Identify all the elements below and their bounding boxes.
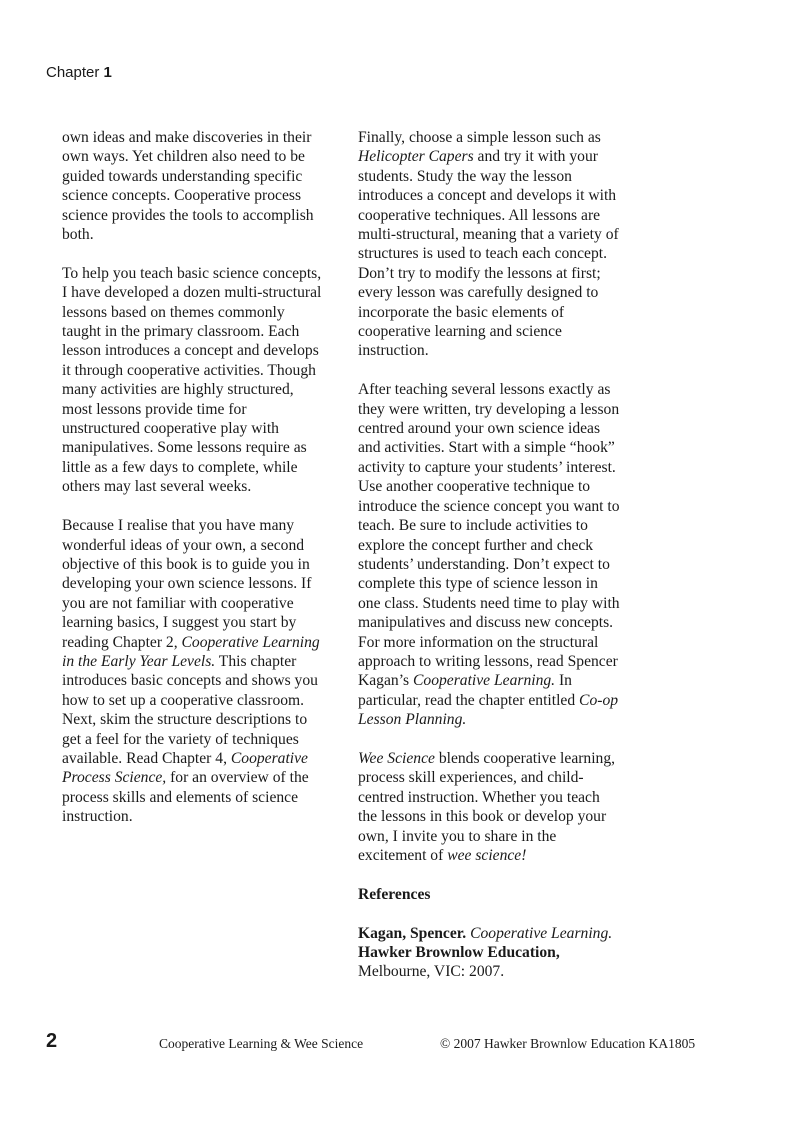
right-p2-text-a: After teaching several lessons exactly as they were written, try developing a lesson centred around your own science ideas and activities. Start with a simple “hook” activity to capture your students’ interest. Use another cooperative technique to introduce the science concept you want to teach. Be sure to include activities to explore the concept further and check students’ understanding. Don’t expect to complete this type of science lesson in one class. Students need time to play with manipulatives and discuss new concepts. For more information on the structural approach to writing lessons, read Spencer Kagan’s [358,381,620,690]
references-heading: References [358,885,431,903]
chapter-label: Chapter [46,64,100,81]
right-p2-italic-a: Cooperative Learning. [413,672,556,690]
right-paragraph-1 [358,128,620,361]
right-p3-italic-a: Wee Science [358,749,435,767]
right-p2-text-b: In particular, read the chapter entitled [358,672,580,709]
running-head [46,64,112,81]
chapter-number: 1 [103,64,112,81]
reference-author: Kagan, Spencer. [358,924,467,942]
right-column [358,128,620,982]
reference-title: Cooperative Learning. [470,924,613,942]
left-paragraph-2: To help you teach basic science concepts, I have developed a dozen multi-structural lessons based on themes commonly taught in the primary classroom. Each lesson introduces a concept and develops it through cooperative activities. Though many activities are highly structured, most lessons provide time for unstructured cooperative play with manipulatives. Some lessons require as little as a few days to complete, while others may last several weeks. [62,264,322,496]
left-column [62,128,324,846]
left-paragraph-1: own ideas and make discoveries in their own ways. Yet children also need to be guided towards understanding specific science concepts. Cooperative process science provides the tools to accomplish both. [62,129,314,244]
left-paragraph-3 [62,516,324,827]
left-p3-italic-a: Cooperative Learning in the Early Year Levels. [62,633,320,670]
reference-entry [358,924,620,982]
left-p3-italic-b: Cooperative Process Science, [62,749,308,787]
right-paragraph-3 [358,749,620,865]
left-p3-text-c: for an overview of the process skills and elements of science instruction. [62,769,309,826]
right-p1-text-a: Finally, choose a simple lesson such as [358,129,601,146]
page-number: 2 [46,1030,58,1052]
left-p3-text-a: Because I realise that you have many wonderful ideas of your own, a second objective of this book is to guide you in developing your own science lessons. If you are not familiar with cooperative learning basics, I suggest you start by reading Chapter 2, [62,517,312,651]
right-p3-italic-b: wee science! [447,847,527,864]
left-p3-text-b: This chapter introduces basic concepts and shows you how to set up a cooperative classroom. Next, skim the structure descriptions to get a feel for the variety of techniques available. Read Chapter 4, [62,652,318,767]
page-footer [0,1030,800,1060]
right-p1-text-b: and try it with your students. Study the way the lesson introduces a concept and develops it with cooperative techniques. All lessons are multi-structural, meaning that a variety of structures is used to teach each concept. Don’t try to modify the lessons at first; every lesson was carefully designed to incorporate the basic elements of cooperative learning and science instruction. [358,148,619,360]
right-p2-italic-b: Co-op Lesson Planning. [358,691,619,729]
right-paragraph-2 [358,380,620,729]
book-title: Cooperative Learning & Wee Science [159,1036,364,1051]
copyright-notice: © 2007 Hawker Brownlow Education KA1805 [440,1036,696,1051]
reference-place-year: Melbourne, VIC: 2007. [358,963,505,981]
right-p3-text-a: blends cooperative learning, process skill experiences, and child-centred instruction. Whether you teach the lessons in this book or develop your own, I invite you to share in the excitement of [358,749,616,864]
right-p1-italic-a: Helicopter Capers [358,148,474,166]
reference-publisher: Hawker Brownlow Education, [358,944,560,961]
